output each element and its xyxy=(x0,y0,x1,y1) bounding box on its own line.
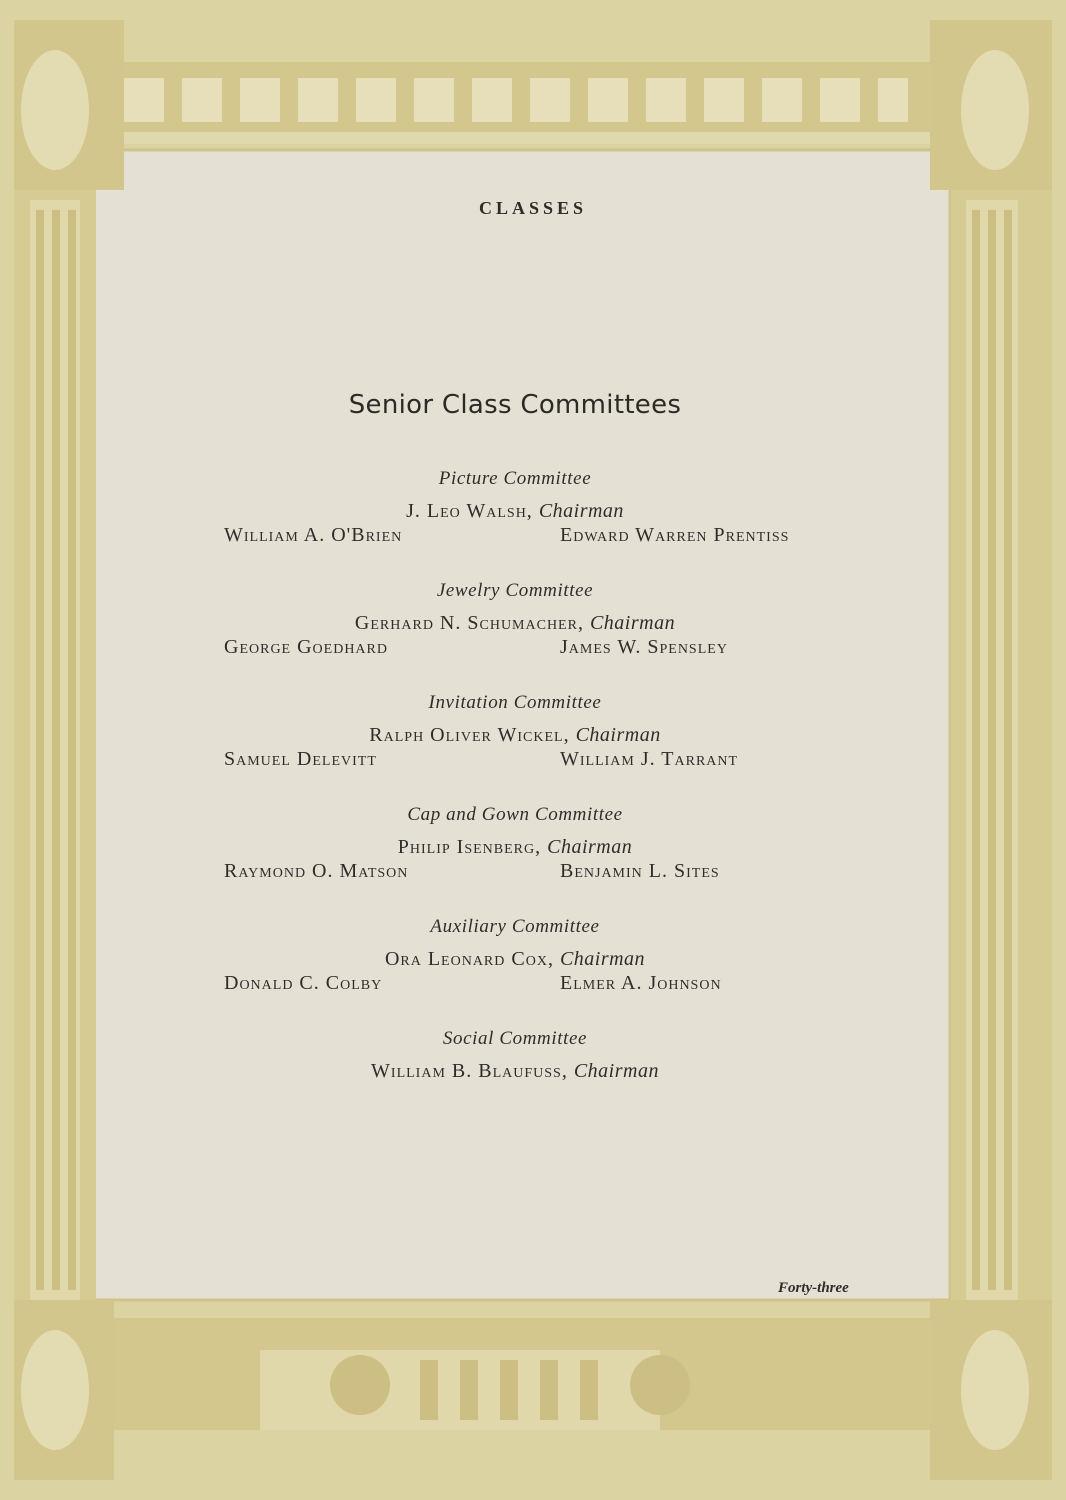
committee-member: James W. Spensley xyxy=(560,636,728,658)
committee-chair xyxy=(0,724,1030,747)
committee-member: Edward Warren Prentiss xyxy=(560,524,790,546)
committee-member: William A. O'Brien xyxy=(224,524,403,546)
committee-member: Elmer A. Johnson xyxy=(560,972,722,994)
committee-chair xyxy=(0,612,1030,635)
committee-chair xyxy=(0,500,1030,523)
chair-role: Chairman xyxy=(547,836,633,858)
committee-name: Auxiliary Committee xyxy=(430,916,600,937)
committee-chair xyxy=(0,836,1030,859)
chair-role: Chairman xyxy=(559,948,646,970)
page-number: Forty-three xyxy=(778,1280,849,1296)
chair-name: Ralph Oliver Wickel, xyxy=(369,724,570,746)
chair-name: Ora Leonard Cox, xyxy=(384,948,554,970)
chair-role: Chairman xyxy=(589,612,676,634)
chair-name: Philip Isenberg, xyxy=(397,836,542,858)
committee-member: William J. Tarrant xyxy=(560,748,739,770)
chair-role: Chairman xyxy=(575,724,661,746)
chair-role: Chairman xyxy=(573,1060,659,1082)
committee-member: Donald C. Colby xyxy=(224,972,383,994)
committee-member: Samuel Delevitt xyxy=(224,748,377,770)
committee-name: Picture Committee xyxy=(438,468,592,489)
committee-chair xyxy=(0,948,1030,971)
committee-name: Jewelry Committee xyxy=(436,580,594,601)
chair-role: Chairman xyxy=(538,500,624,522)
chair-name: Gerhard N. Schumacher, xyxy=(354,612,584,634)
committee-chair xyxy=(0,1060,1030,1083)
committee-name: Social Committee xyxy=(442,1028,588,1049)
chair-name: J. Leo Walsh, xyxy=(406,500,533,522)
chair-name: William B. Blaufuss, xyxy=(371,1060,568,1082)
page-title: Senior Class Committees xyxy=(348,390,682,420)
section-header: CLASSES xyxy=(478,198,588,218)
committee-name: Invitation Committee xyxy=(428,692,602,713)
committee-name: Cap and Gown Committee xyxy=(407,804,623,825)
committee-member: Raymond O. Matson xyxy=(224,860,409,882)
committee-member: George Goedhard xyxy=(224,636,388,658)
committee-member: Benjamin L. Sites xyxy=(560,860,720,882)
